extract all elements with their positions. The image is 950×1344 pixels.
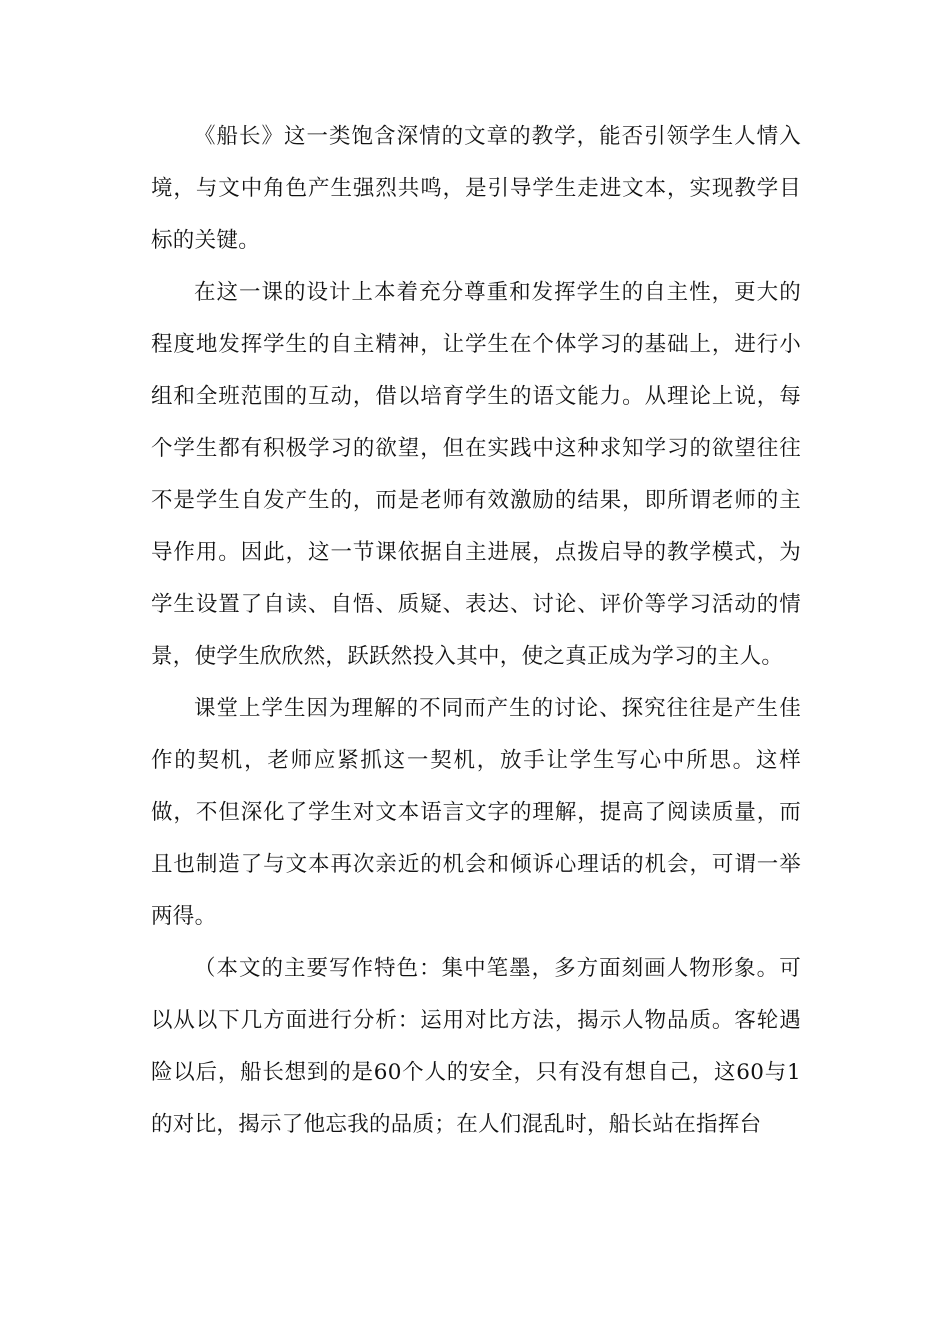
paragraph-1: 《船长》这一类饱含深情的文章的教学，能否引领学生人情入境，与文中角色产生强烈共鸣，是引导学生走进文本，实现教学目标的关键。: [151, 124, 801, 253]
paragraph-2: 在这一课的设计上本着充分尊重和发挥学生的自主性，更大的程度地发挥学生的自主精神，让学生在个体学习的基础上，进行小组和全班范围的互动，借以培育学生的语文能力。从理论上说，每个学生都有积极学习的欲望，但在实践中这种求知学习的欲望往往不是学生自发产生的，而是老师有效激励的结果，即所谓老师的主导作用。因此，这一节课依据自主进展，点拨启导的教学模式，为学生设置了自读、自悟、质疑、表达、讨论、评价等学习活动的情景，使学生欣欣然，跃跃然投入其中，使之真正成为学习的主人。: [151, 280, 801, 669]
paragraph-4: （本文的主要写作特色：集中笔墨，多方面刻画人物形象。可以从以下几方面进行分析：运用对比方法，揭示人物品质。客轮遇险以后，船长想到的是60个人的安全，只有没有想自己，这60与1的对比，揭示了他忘我的品质；在人们混乱时，船长站在指挥台: [151, 956, 801, 1137]
paragraph-3: 课堂上学生因为理解的不同而产生的讨论、探究往往是产生佳作的契机，老师应紧抓这一契机，放手让学生写心中所思。这样做，不但深化了学生对文本语言文字的理解，提高了阅读质量，而且也制造了与文本再次亲近的机会和倾诉心理话的机会，可谓一举两得。: [151, 696, 801, 929]
document-body: [151, 111, 801, 1151]
